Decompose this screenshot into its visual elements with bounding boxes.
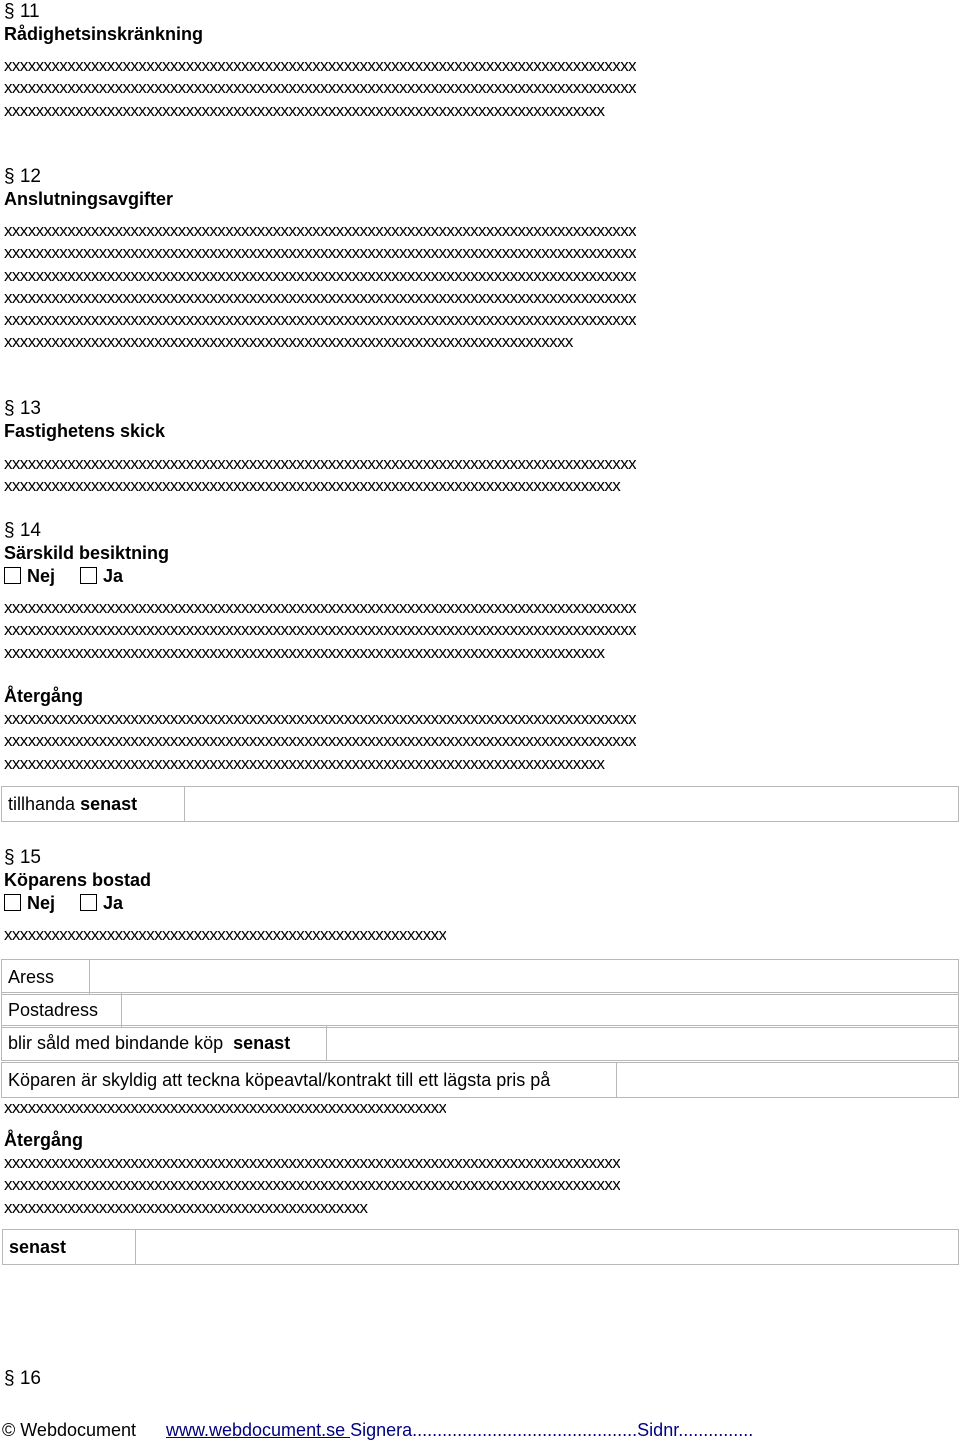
senast-label: senast [3,1230,136,1265]
section-12 [4,165,173,211]
return-title: Återgång [4,1130,84,1150]
text-line: xxxxxxxxxxxxxxxxxxxxxxxxxxxxxxxxxxxxxxxxxxxxxxxxxxxxxxxxxxxxxxxxxxxxxxxx [4,332,573,352]
section-14 [4,519,169,588]
text-line: xxxxxxxxxxxxxxxxxxxxxxxxxxxxxxxxxxxxxxxxxxxxxx [4,1197,368,1217]
no-label: Nej [27,566,56,586]
website-link[interactable]: www.webdocument.se [166,1420,351,1440]
postal-label: Postadress [2,993,122,1028]
copyright: © Webdocument [2,1420,136,1440]
section-11-text [4,55,636,122]
sold-label: blir såld med bindande köp senast [2,1026,327,1061]
section-14-text [4,597,636,664]
section-number: § 14 [4,520,41,541]
section-13 [4,397,165,443]
text-line: xxxxxxxxxxxxxxxxxxxxxxxxxxxxxxxxxxxxxxxxxxxxxxxxxxxxxxxxxxxxxxxxxxxxxxxxxxxxxxxx [4,598,637,617]
section-title: Rådighetsinskränkning [4,24,204,44]
yes-label: Ja [103,893,124,913]
deadline-label: tillhanda senast [2,787,185,822]
sold-table [1,1025,959,1061]
text-line: xxxxxxxxxxxxxxxxxxxxxxxxxxxxxxxxxxxxxxxxxxxxxxxxxxxxxxxxxxxxxxxxxxxxxxxxxxxxxxxx [4,709,637,728]
text-line: xxxxxxxxxxxxxxxxxxxxxxxxxxxxxxxxxxxxxxxxxxxxxxxxxxxxxxxxxxxxxxxxxxxxxxxxxxxx [4,642,605,662]
section-number: § 12 [4,166,41,187]
return-title: Återgång [4,686,84,706]
section-number: § 16 [4,1368,41,1389]
signature-line: Signera.............................................Sidnr............... [350,1420,754,1440]
text-line: xxxxxxxxxxxxxxxxxxxxxxxxxxxxxxxxxxxxxxxxxxxxxxxxxxxxxxxxxxxxxxxxxxxxxxxxxxxx [4,100,605,120]
section-title: Anslutningsavgifter [4,189,174,209]
address-input[interactable] [90,960,959,995]
contract-table [1,1062,959,1098]
postal-input[interactable] [122,993,959,1028]
text-line: xxxxxxxxxxxxxxxxxxxxxxxxxxxxxxxxxxxxxxxxxxxxxxxxxxxxxxxxxxxxxxxxxxxxxxxxxxxxxxxx [4,310,637,330]
text-line: xxxxxxxxxxxxxxxxxxxxxxxxxxxxxxxxxxxxxxxxxxxxxxxxxxxxxxxxxxxxxxxxxxxxxxxxxxxxxxxx [4,620,637,640]
text-line: xxxxxxxxxxxxxxxxxxxxxxxxxxxxxxxxxxxxxxxxxxxxxxxxxxxxxxxxxxxxxxxxxxxxxxxxxxxxxxxx [4,265,637,285]
no-checkbox[interactable] [4,567,21,584]
address-label: Aress [2,960,90,995]
text-line: xxxxxxxxxxxxxxxxxxxxxxxxxxxxxxxxxxxxxxxxxxxxxxxxxxxxxxxxxxxxxxxxxxxxxxxxxxxxxxxx [4,454,637,473]
section-15-text [4,924,446,946]
text-line: xxxxxxxxxxxxxxxxxxxxxxxxxxxxxxxxxxxxxxxxxxxxxxxxxxxxxxxxxxxxxxxxxxxxxxxxxxxx [4,753,605,773]
text-line: xxxxxxxxxxxxxxxxxxxxxxxxxxxxxxxxxxxxxxxxxxxxxxxxxxxxxxxxxxxxxxxxxxxxxxxxxxxxxxxx [4,287,637,307]
text-line: xxxxxxxxxxxxxxxxxxxxxxxxxxxxxxxxxxxxxxxxxxxxxxxxxxxxxxxxxxxxxxxxxxxxxxxxxxxxxxxx [4,221,637,240]
yes-label: Ja [103,566,124,586]
section-16 [4,1367,41,1390]
section-11 [4,0,203,46]
yes-checkbox[interactable] [80,894,97,911]
section-title: Särskild besiktning [4,543,170,563]
no-checkbox[interactable] [4,894,21,911]
no-label: Nej [27,893,56,913]
section-12-text [4,220,636,354]
inspection-options [4,565,169,588]
section-14-return [4,685,636,775]
footer [2,1420,753,1441]
text-line: xxxxxxxxxxxxxxxxxxxxxxxxxxxxxxxxxxxxxxxxxxxxxxxxxxxxxxxx [4,925,447,944]
text-line: xxxxxxxxxxxxxxxxxxxxxxxxxxxxxxxxxxxxxxxxxxxxxxxxxxxxxxxx [4,1098,447,1117]
section-title: Fastighetens skick [4,421,166,441]
section-number: § 13 [4,398,41,419]
section-title: Köparens bostad [4,870,152,890]
residence-options [4,892,151,915]
yes-checkbox[interactable] [80,567,97,584]
text-line: xxxxxxxxxxxxxxxxxxxxxxxxxxxxxxxxxxxxxxxxxxxxxxxxxxxxxxxxxxxxxxxxxxxxxxxxxxxxxxxx [4,56,637,75]
section-13-text [4,453,636,498]
contract-input[interactable] [617,1063,959,1098]
section-15-text-2 [4,1097,446,1119]
deadline-input[interactable] [185,787,959,822]
section-number: § 15 [4,847,41,868]
section-15 [4,846,151,915]
senast-table [2,1229,959,1265]
section-number: § 11 [4,1,40,22]
text-line: xxxxxxxxxxxxxxxxxxxxxxxxxxxxxxxxxxxxxxxxxxxxxxxxxxxxxxxxxxxxxxxxxxxxxxxxxxxxxxxx [4,731,637,751]
deadline-field-table [1,786,959,822]
text-line: xxxxxxxxxxxxxxxxxxxxxxxxxxxxxxxxxxxxxxxxxxxxxxxxxxxxxxxxxxxxxxxxxxxxxxxxxxxxxx [4,1153,621,1172]
postal-table [1,992,959,1028]
text-line: xxxxxxxxxxxxxxxxxxxxxxxxxxxxxxxxxxxxxxxxxxxxxxxxxxxxxxxxxxxxxxxxxxxxxxxxxxxxxx [4,1175,621,1195]
text-line: xxxxxxxxxxxxxxxxxxxxxxxxxxxxxxxxxxxxxxxxxxxxxxxxxxxxxxxxxxxxxxxxxxxxxxxxxxxxxxxx [4,243,637,263]
address-table [1,959,959,995]
section-15-return [4,1129,620,1219]
senast-input[interactable] [136,1230,959,1265]
sold-input[interactable] [327,1026,959,1061]
text-line: xxxxxxxxxxxxxxxxxxxxxxxxxxxxxxxxxxxxxxxxxxxxxxxxxxxxxxxxxxxxxxxxxxxxxxxxxxxxxxxx [4,78,637,98]
contract-label: Köparen är skyldig att teckna köpeavtal/kontrakt till ett lägsta pris på [2,1063,617,1098]
text-line: xxxxxxxxxxxxxxxxxxxxxxxxxxxxxxxxxxxxxxxxxxxxxxxxxxxxxxxxxxxxxxxxxxxxxxxxxxxxxx [4,476,621,496]
